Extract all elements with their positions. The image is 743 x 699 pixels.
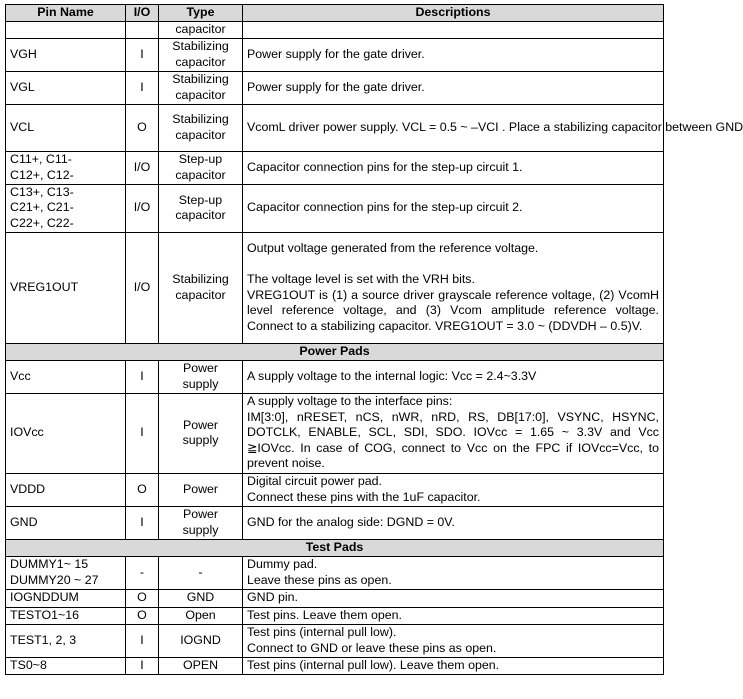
- header-io: I/O: [126, 5, 159, 22]
- header-descriptions: Descriptions: [243, 5, 664, 22]
- description-spacer: [247, 257, 659, 273]
- table-row: [6, 184, 664, 232]
- pin-description: Digital circuit power pad. Connect these pins with the 1uF capacitor.: [243, 473, 664, 506]
- table-row: [6, 360, 664, 393]
- pin-description: VcomL driver power supply. VCL = 0.5 ~ –VCI . Place a stabilizing capacitor between GND: [243, 104, 664, 151]
- pin-name: VGH: [6, 38, 126, 71]
- description-line: Output voltage generated from the reference voltage.: [247, 241, 539, 255]
- pin-description: Capacitor connection pins for the step-up circuit 2.: [243, 184, 664, 232]
- table-row: [6, 657, 664, 674]
- pin-name: GND: [6, 506, 126, 539]
- table-row: [6, 393, 664, 473]
- pin-io: I: [126, 506, 159, 539]
- pin-io: -: [126, 556, 159, 589]
- pin-description-table: [5, 4, 743, 675]
- pin-io: O: [126, 104, 159, 151]
- pin-io: O: [126, 607, 159, 624]
- pin-type: -: [159, 556, 243, 589]
- pin-name: [6, 22, 126, 39]
- section-title-power-pads: Power Pads: [6, 343, 664, 360]
- pin-description: [243, 232, 664, 343]
- pin-name: VREG1OUT: [6, 232, 126, 343]
- table-row: [6, 38, 664, 71]
- pin-name: IOVcc: [6, 393, 126, 473]
- pin-description: [243, 22, 664, 39]
- table-row: [6, 589, 664, 607]
- pin-type: Power: [159, 473, 243, 506]
- table-row: [6, 151, 664, 184]
- description-line: A supply voltage to the interface pins:: [247, 394, 453, 409]
- pin-io: I/O: [126, 151, 159, 184]
- table-row: [6, 473, 664, 506]
- pin-description: Power supply for the gate driver.: [243, 38, 664, 71]
- pin-io: I: [126, 393, 159, 473]
- description-line: The voltage level is set with the VRH bits.: [247, 272, 475, 286]
- pin-description: Power supply for the gate driver.: [243, 71, 664, 104]
- pin-name: TEST1, 2, 3: [6, 624, 126, 657]
- section-title-test-pads: Test Pads: [6, 539, 664, 556]
- pin-name: TESTO1~16: [6, 607, 126, 624]
- pin-type: capacitor: [159, 22, 243, 39]
- pin-io: O: [126, 589, 159, 607]
- header-pin-name: Pin Name: [6, 5, 126, 22]
- pin-description: Test pins (internal pull low). Connect to GND or leave these pins as open.: [243, 624, 664, 657]
- pin-description: Dummy pad. Leave these pins as open.: [243, 556, 664, 589]
- pin-description: Capacitor connection pins for the step-up circuit 1.: [243, 151, 664, 184]
- pin-io: I: [126, 657, 159, 674]
- table-row: [6, 607, 664, 624]
- pin-io: [126, 22, 159, 39]
- pin-type: Stabilizing capacitor: [159, 232, 243, 343]
- table-row: [6, 22, 664, 39]
- pin-name: DUMMY1~ 15 DUMMY20 ~ 27: [6, 556, 126, 589]
- table-row: [6, 232, 664, 343]
- pin-type: Stabilizing capacitor: [159, 38, 243, 71]
- table-row: [6, 71, 664, 104]
- description-paragraph: VREG1OUT is (1) a source driver grayscale reference voltage, (2) VcomH level reference voltage, and (3) Vcom amplitude reference voltage. Connect to a stabilizing capacitor. VREG1OUT = 3.0 ~ (DDVDH – 0.5)V.: [247, 287, 659, 333]
- pin-description: A supply voltage to the internal logic: Vcc = 2.4~3.3V: [243, 360, 664, 393]
- header-row: [6, 5, 664, 22]
- header-type: Type: [159, 5, 243, 22]
- pin-name: Vcc: [6, 360, 126, 393]
- pin-description: Test pins. Leave them open.: [243, 607, 664, 624]
- pin-name: IOGNDDUM: [6, 589, 126, 607]
- pin-io: I: [126, 38, 159, 71]
- pin-type: Step-up capacitor: [159, 151, 243, 184]
- pin-name: C11+, C11- C12+, C12-: [6, 151, 126, 184]
- pin-name: VGL: [6, 71, 126, 104]
- table-row: [6, 104, 664, 151]
- section-header-row: [6, 539, 664, 556]
- pin-type: Stabilizing capacitor: [159, 71, 243, 104]
- pin-description: [243, 393, 664, 473]
- pin-type: Step-up capacitor: [159, 184, 243, 232]
- pin-io: I: [126, 624, 159, 657]
- pin-type: IOGND: [159, 624, 243, 657]
- pin-io: I/O: [126, 184, 159, 232]
- table-row: [6, 506, 664, 539]
- pin-io: O: [126, 473, 159, 506]
- pin-type: Power supply: [159, 506, 243, 539]
- description-paragraph: IM[3:0], nRESET, nCS, nWR, nRD, RS, DB[17:0], VSYNC, HSYNC, DOTCLK, ENABLE, SCL, SDI, SDO. IOVcc = 1.65 ~ 3.3V and Vcc ≧IOVcc. In case of COG, connect to Vcc on the FPC if IOVcc=Vcc, to prevent noise.: [247, 409, 659, 471]
- pin-io: I: [126, 71, 159, 104]
- pin-type: Open: [159, 607, 243, 624]
- pin-type: Power supply: [159, 393, 243, 473]
- pin-description: GND for the analog side: DGND = 0V.: [243, 506, 664, 539]
- pin-type: GND: [159, 589, 243, 607]
- pin-type: Power supply: [159, 360, 243, 393]
- pin-description: GND pin.: [243, 589, 664, 607]
- table-row: [6, 556, 664, 589]
- pin-name: VCL: [6, 104, 126, 151]
- pin-type: OPEN: [159, 657, 243, 674]
- pin-name: TS0~8: [6, 657, 126, 674]
- section-header-row: [6, 343, 664, 360]
- pin-description: Test pins (internal pull low). Leave them open.: [243, 657, 664, 674]
- pin-io: I: [126, 360, 159, 393]
- table-row: [6, 624, 664, 657]
- pin-type: Stabilizing capacitor: [159, 104, 243, 151]
- pin-io: I/O: [126, 232, 159, 343]
- pin-name: VDDD: [6, 473, 126, 506]
- pin-name: C13+, C13- C21+, C21- C22+, C22-: [6, 184, 126, 232]
